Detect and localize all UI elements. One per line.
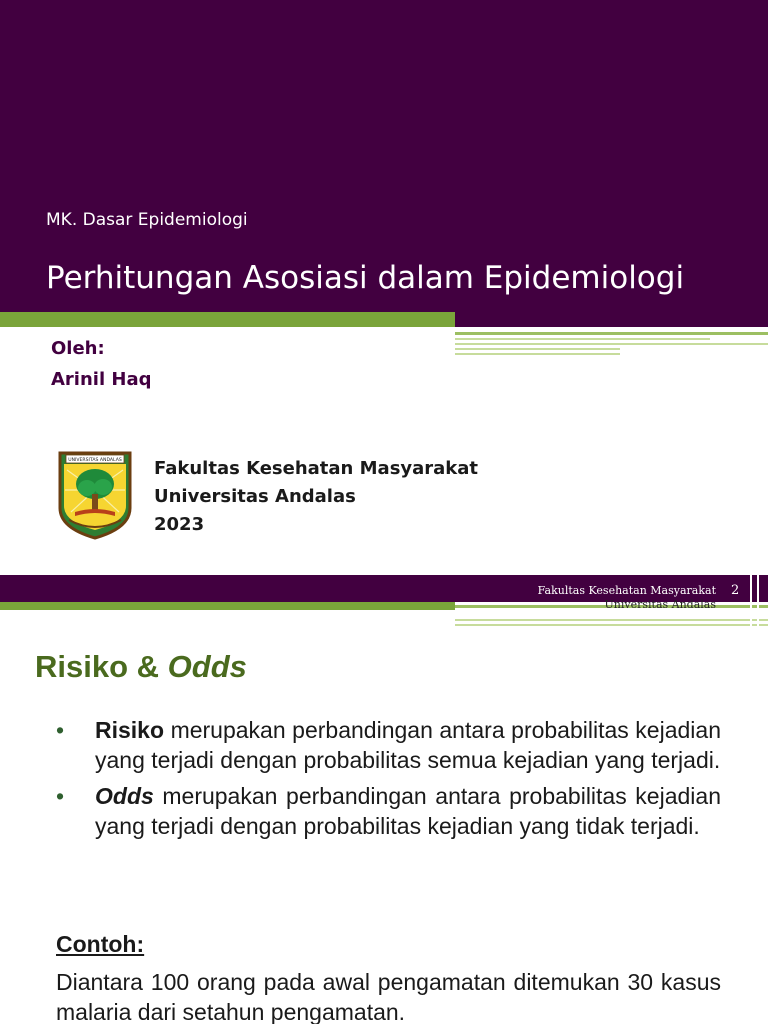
decor-stripe [455,353,620,355]
author-name: Arinil Haq [51,369,152,390]
bullet-dot-icon: • [56,783,65,809]
decor-stripe [750,575,752,628]
decor-stripe [455,332,768,335]
bullet-term: Risiko [95,717,165,743]
slide-heading [35,649,247,685]
bullet-risiko [56,715,721,775]
page-number: 2 [731,583,740,598]
decor-stripe [455,343,768,345]
bullet-dot-icon: • [56,717,65,743]
definition-list [56,715,721,847]
decor-stripe [757,575,759,628]
content-slide [0,575,768,1024]
bullet-odds [56,781,721,841]
course-name: MK. Dasar Epidemiologi [46,210,248,230]
bullet-text: merupakan perbandingan antara probabilitas kejadian yang terjadi dengan probabilitas kejadian yang tidak terjadi. [95,783,721,839]
slide-footer [538,584,716,612]
dark-band-segment [455,312,768,327]
decor-stripe [455,348,620,350]
institution-block [154,455,478,539]
bullet-text: merupakan perbandingan antara probabilitas kejadian yang terjadi dengan probabilitas semua kejadian yang terjadi. [95,717,721,773]
author-label: Oleh: [51,338,105,359]
heading-italic: Odds [167,649,247,684]
slide-title: Perhitungan Asosiasi dalam Epidemiologi [46,260,685,296]
university-logo [57,450,133,540]
footer-faculty: Fakultas Kesehatan Masyarakat [537,584,716,597]
university-name: Universitas Andalas [154,486,356,507]
decor-stripe [455,619,768,621]
heading-plain: Risiko & [35,649,168,684]
example-text: Diantara 100 orang pada awal pengamatan ditemukan 30 kasus malaria dari setahun pengamatan. [56,969,721,1024]
bullet-term: Odds [95,783,154,809]
faculty-name: Fakultas Kesehatan Masyarakat [154,458,479,479]
footer-university: Universitas Andalas [604,598,716,611]
example-label: Contoh: [56,931,145,957]
svg-text:UNIVERSITAS ANDALAS: UNIVERSITAS ANDALAS [68,458,122,463]
decor-stripe [455,624,768,626]
decor-stripe [455,338,710,340]
year: 2023 [154,514,205,535]
